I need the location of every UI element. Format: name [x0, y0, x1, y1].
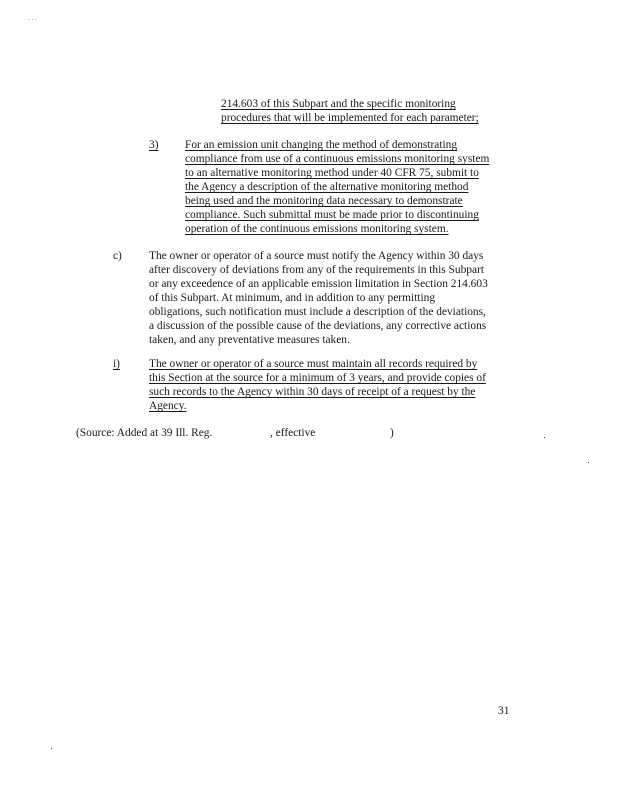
- text-line: of this Subpart. At minimum, and in addition to any permitting: [149, 292, 436, 304]
- text-line: Agency.: [149, 400, 187, 412]
- text-line: compliance. Such submittal must be made prior to discontinuing: [185, 209, 479, 221]
- text-line: or any exceedence of an applicable emission limitation in Section 214.603: [149, 278, 488, 290]
- item-label: 3): [149, 139, 159, 151]
- text-line: such records to the Agency within 30 days of receipt of a request by the: [149, 386, 476, 398]
- item-label: i): [113, 358, 120, 370]
- text-line: operation of the continuous emissions monitoring system.: [185, 223, 449, 235]
- text-line: a discussion of the possible cause of the deviations, any corrective actions: [149, 320, 487, 332]
- source-note-close: ): [390, 427, 394, 439]
- source-note-prefix: (Source: Added at 39 Ill. Reg.: [76, 427, 213, 439]
- text-line: after discovery of deviations from any of the requirements in this Subpart: [149, 264, 484, 276]
- scan-dot: [544, 437, 545, 438]
- text-line: obligations, such notification must include a description of the deviations,: [149, 306, 486, 318]
- text-line: this Section at the source for a minimum of 3 years, and provide copies of: [149, 372, 486, 384]
- text-line: For an emission unit changing the method of demonstrating: [185, 139, 458, 151]
- text-line: to an alternative monitoring method under 40 CFR 75, submit to: [185, 167, 479, 179]
- item-label: c): [113, 250, 122, 262]
- text-line: procedures that will be implemented for each parameter;: [221, 112, 479, 124]
- page-number: 31: [498, 705, 510, 717]
- text-line: The owner or operator of a source must maintain all records required by: [149, 358, 478, 370]
- text-line: the Agency a description of the alternative monitoring method: [185, 181, 469, 193]
- text-line: 214.603 of this Subpart and the specific monitoring: [221, 98, 456, 110]
- source-note-effective: , effective: [270, 427, 316, 439]
- text-line: being used and the monitoring data necessary to demonstrate: [185, 195, 463, 207]
- text-line: compliance from use of a continuous emissions monitoring system: [185, 153, 490, 165]
- scan-mark-top-left: . . .: [28, 14, 37, 22]
- text-line: taken, and any preventative measures taken.: [149, 334, 350, 346]
- scan-dot: [51, 748, 52, 749]
- scan-dot: [588, 462, 589, 463]
- text-line: The owner or operator of a source must notify the Agency within 30 days: [149, 250, 484, 262]
